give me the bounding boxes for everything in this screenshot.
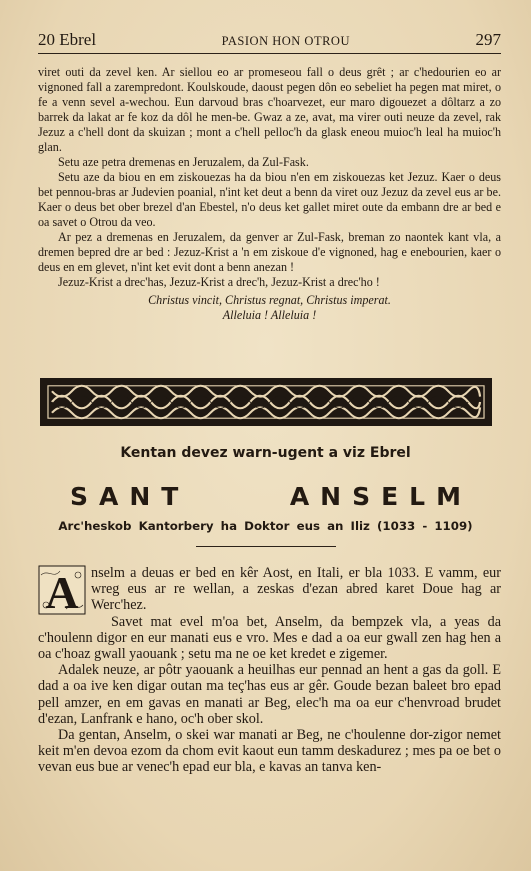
knotwork-pattern xyxy=(46,384,486,420)
saint-life-text xyxy=(38,565,501,776)
page-header xyxy=(38,30,501,54)
celtic-knot-ornament xyxy=(40,378,492,426)
paragraph: Savet mat evel m'oa bet, Anselm, da bempzek vla, a yeas da c'houlenn digor en eur manati eus e vro. Mes e dad a oa eur gwall zen hag hen a oa c'hoaz gwall yaouank ; setu ma ne oe ket kredet e zigemer. xyxy=(38,613,501,663)
saint-title-name: ANSELM xyxy=(289,482,472,511)
paragraph: Setu aze petra dremenas en Jeruzalem, da Zul-Fask. xyxy=(58,155,309,169)
svg-text:A: A xyxy=(45,567,79,615)
previous-reading-text xyxy=(38,65,501,323)
paragraph: Setu aze da biou en em ziskouezas ha da biou n'en em ziskouezas ket Jezuz. Kaer o deus bet pennou-bras ar Judevien poanial, n'int ket deut a benn da viret ouz Jezuz da zevel eus ar be. Kaer o deus bet ober brezel d'an Ebestel, n'o deus ket gallet miret oute da embann dre ar bed e oa savet o Otrou da veo. xyxy=(38,170,501,229)
header-running-title: PASION HON OTROU xyxy=(221,34,350,48)
paragraph: Da gentan, Anselm, o skei war manati ar Beg, ne c'houlenne dor-zigor nemet keit m'en devoa ezom da chom evit kaout eun tamm deskadurez ; mes pa oe bet o vevan eus bue ar venec'h epad eur bla, e kavas an tanva ken- xyxy=(38,727,501,776)
divider-rule xyxy=(196,546,336,547)
drop-cap-ornament xyxy=(38,565,86,615)
drop-cap-letter xyxy=(38,565,86,615)
header-date: 20 Ebrel xyxy=(38,30,97,49)
saint-title xyxy=(70,482,472,511)
paragraph: Ar pez a dremenas en Jeruzalem, da genver ar Zul-Fask, breman zo naontek kant vla, a dremen bepred dre ar bed : Jezuz-Krist a 'n em ziskoue d'e vignoned, hag e enebourien, kaer o deus en em glevet, n'int ket evit dont a benn anezan ! xyxy=(38,230,501,274)
paragraph: nselm a deuas er bed en kêr Aost, en Itali, er bla 1033. E vamm, eur wreg eus ar re wellan, a zeskas d'ezan abred karet Doue hag ar Werc'hez. xyxy=(91,565,501,614)
saint-title-word: SANT xyxy=(70,482,190,511)
saint-subtitle: Arc'heskob Kantorbery ha Doktor eus an Iliz (1033 - 1109) xyxy=(58,519,473,533)
paragraph: Jezuz-Krist a drec'has, Jezuz-Krist a drec'h, Jezuz-Krist a drec'ho ! xyxy=(58,275,380,289)
day-heading: Kentan devez warn-ugent a viz Ebrel xyxy=(120,445,411,461)
latin-acclamation: Christus vincit, Christus regnat, Christus imperat. xyxy=(148,293,391,307)
header-page-number: 297 xyxy=(475,30,501,49)
alleluia-line: Alleluia ! Alleluia ! xyxy=(222,308,317,322)
paragraph: viret outi da zevel ken. Ar siellou eo ar promeseou fall o deus grêt ; ar c'hedourien eo ar vignoned fall a zarempredont. Koulskoude, daoust pegen dôn eo sebeliet ha pegen mat miret, o fe a venn sevel a-wechou. Eun darvoud bras c'hoarvezet, eur maro digouezet a dôltarz a zo barrek da lakat ar fe koz da dôl he men-be. Gwaz a ze, avat, ma virer outi neuze da zevel, rak Jezuz a c'hell dont da skuizan ; mont a c'hell pelloc'h da glask eneou muioc'h leal ha muioc'h glan. xyxy=(38,65,501,154)
paragraph: Adalek neuze, ar pôtr yaouank a heuilhas eur pennad an hent a gas da goll. E dad a oa ive ken digar outan ma teç'has eus ar gêr. Goude bezan baleet bro epad pell amzer, en em gavas en manati ar Beg, elec'h ma oa eur c'henvroad brudet d'ezan, Lanfrank e hano, oc'h ober skol. xyxy=(38,662,501,727)
